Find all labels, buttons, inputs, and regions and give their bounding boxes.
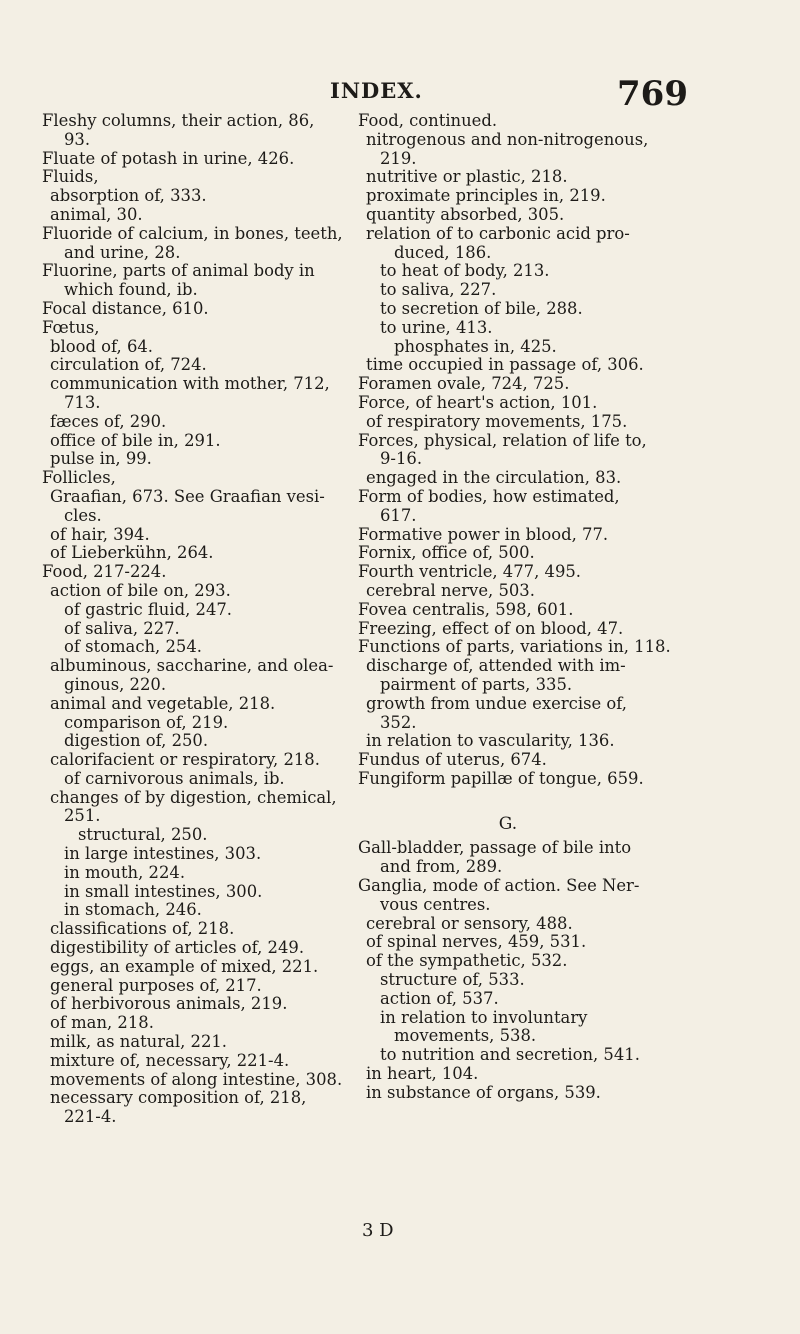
index-entry: growth from undue exercise of, bbox=[366, 693, 627, 713]
index-entry: action of bile on, 293. bbox=[50, 580, 231, 600]
signature-mark: 3 D bbox=[362, 1220, 394, 1241]
index-entry: in large intestines, 303. bbox=[64, 844, 262, 864]
index-entry: of saliva, 227. bbox=[64, 618, 180, 638]
index-entry: ginous, 220. bbox=[64, 674, 167, 694]
index-entry: 221-4. bbox=[64, 1107, 117, 1127]
page-number: 769 bbox=[617, 74, 688, 114]
index-entry: office of bile in, 291. bbox=[50, 430, 221, 450]
index-entry: Fœtus, bbox=[42, 317, 100, 337]
index-entry: general purposes of, 217. bbox=[50, 975, 262, 995]
index-entry: animal and vegetable, 218. bbox=[50, 693, 276, 713]
index-entry: Fluorine, parts of animal body in bbox=[42, 261, 315, 281]
running-title: INDEX. bbox=[330, 78, 423, 103]
index-column-left bbox=[42, 111, 343, 1127]
index-entry: in stomach, 246. bbox=[64, 900, 202, 920]
index-entry: in relation to involuntary bbox=[380, 1007, 588, 1027]
index-entry: 219. bbox=[380, 148, 417, 168]
index-entry: in relation to vascularity, 136. bbox=[366, 731, 615, 751]
index-entry: of spinal nerves, 459, 531. bbox=[366, 932, 587, 952]
index-entry: of the sympathetic, 532. bbox=[366, 951, 568, 971]
index-entry: of Lieberkühn, 264. bbox=[50, 543, 214, 563]
index-entry: Forces, physical, relation of life to, bbox=[358, 430, 647, 450]
index-entry: cerebral or sensory, 488. bbox=[366, 913, 573, 933]
index-entry: of carnivorous animals, ib. bbox=[64, 768, 285, 788]
index-entry: Food, continued. bbox=[358, 111, 498, 130]
index-entry: eggs, an example of mixed, 221. bbox=[50, 956, 319, 976]
index-entry: calorifacient or respiratory, 218. bbox=[50, 750, 320, 770]
index-entry: action of, 537. bbox=[380, 988, 499, 1008]
index-entry: pairment of parts, 335. bbox=[380, 674, 573, 694]
index-entry: Food, 217-224. bbox=[42, 562, 167, 582]
index-entry: phosphates in, 425. bbox=[394, 336, 557, 356]
index-entry: movements of along intestine, 308. bbox=[50, 1069, 343, 1089]
index-entry: milk, as natural, 221. bbox=[50, 1032, 228, 1052]
index-entry: Fluids, bbox=[42, 167, 99, 187]
index-entry: in substance of organs, 539. bbox=[366, 1082, 601, 1102]
index-entry: pulse in, 99. bbox=[50, 449, 152, 469]
index-entry: nutritive or plastic, 218. bbox=[366, 167, 568, 187]
index-entry: animal, 30. bbox=[50, 204, 143, 224]
index-entry: Formative power in blood, 77. bbox=[358, 524, 609, 544]
index-entry: engaged in the circulation, 83. bbox=[366, 468, 622, 488]
index-entry: in mouth, 224. bbox=[64, 862, 186, 882]
index-entry: to secretion of bile, 288. bbox=[380, 298, 583, 318]
index-entry: of man, 218. bbox=[50, 1013, 154, 1033]
index-entry: Freezing, effect of on blood, 47. bbox=[358, 618, 624, 638]
index-entry: discharge of, attended with im- bbox=[366, 656, 626, 676]
index-entry: 617. bbox=[380, 505, 417, 525]
index-entry: Fornix, office of, 500. bbox=[358, 543, 535, 563]
index-entry: classifications of, 218. bbox=[50, 919, 235, 939]
section-letter: G. bbox=[498, 813, 518, 834]
index-entry: albuminous, saccharine, and olea- bbox=[50, 656, 334, 676]
index-entry: structure of, 533. bbox=[380, 970, 525, 990]
index-entry: which found, ib. bbox=[64, 280, 198, 300]
index-entry: quantity absorbed, 305. bbox=[366, 204, 565, 224]
index-entry: vous centres. bbox=[380, 894, 491, 914]
index-entry: proximate principles in, 219. bbox=[366, 186, 606, 206]
index-entry: cles. bbox=[64, 505, 102, 525]
index-entry: Foramen ovale, 724, 725. bbox=[358, 374, 570, 394]
index-entry: comparison of, 219. bbox=[64, 712, 229, 732]
index-entry: circulation of, 724. bbox=[50, 355, 207, 375]
index-entry: 9-16. bbox=[380, 449, 423, 469]
index-entry: of gastric fluid, 247. bbox=[64, 599, 233, 619]
index-column-right bbox=[358, 111, 671, 1103]
index-entry: cerebral nerve, 503. bbox=[366, 580, 535, 600]
index-entry: Fluoride of calcium, in bones, teeth, bbox=[42, 223, 343, 243]
index-entry: 713. bbox=[64, 392, 101, 412]
index-entry: Graafian, 673. See Graafian vesi- bbox=[50, 486, 325, 506]
index-entry: changes of by digestion, chemical, bbox=[50, 787, 337, 807]
index-entry: blood of, 64. bbox=[50, 336, 154, 356]
index-entry: Focal distance, 610. bbox=[42, 298, 209, 318]
index-entry: Ganglia, mode of action. See Ner- bbox=[358, 876, 640, 896]
index-entry: 251. bbox=[64, 806, 101, 826]
index-entry: in heart, 104. bbox=[366, 1064, 479, 1084]
index-entry: 352. bbox=[380, 712, 417, 732]
index-entry: to saliva, 227. bbox=[380, 280, 497, 300]
index-entry: 93. bbox=[64, 129, 91, 149]
index-entry: Force, of heart's action, 101. bbox=[358, 392, 598, 412]
index-entry: in small intestines, 300. bbox=[64, 881, 263, 901]
index-entry: duced, 186. bbox=[394, 242, 492, 262]
index-entry: time occupied in passage of, 306. bbox=[366, 355, 644, 375]
index-entry: digestion of, 250. bbox=[64, 731, 209, 751]
index-entry: absorption of, 333. bbox=[50, 186, 207, 206]
index-entry: of herbivorous animals, 219. bbox=[50, 994, 288, 1014]
index-entry: Fourth ventricle, 477, 495. bbox=[358, 562, 582, 582]
index-entry: to heat of body, 213. bbox=[380, 261, 550, 281]
index-entry: nitrogenous and non-nitrogenous, bbox=[366, 129, 649, 149]
index-entry: Fundus of uterus, 674. bbox=[358, 750, 547, 770]
index-entry: fæces of, 290. bbox=[50, 411, 167, 431]
index-entry: movements, 538. bbox=[394, 1026, 537, 1046]
index-entry: communication with mother, 712, bbox=[50, 374, 330, 394]
index-entry: of hair, 394. bbox=[50, 524, 150, 544]
index-entry: Functions of parts, variations in, 118. bbox=[358, 637, 671, 657]
index-entry: Form of bodies, how estimated, bbox=[358, 486, 620, 506]
index-entry: Fluate of potash in urine, 426. bbox=[42, 148, 295, 168]
index-entry: of respiratory movements, 175. bbox=[366, 411, 628, 431]
index-entry: to nutrition and secretion, 541. bbox=[380, 1045, 640, 1065]
index-entry: and from, 289. bbox=[380, 857, 503, 877]
index-entry: Fleshy columns, their action, 86, bbox=[42, 111, 315, 130]
index-entry: Fovea centralis, 598, 601. bbox=[358, 599, 574, 619]
index-entry: to urine, 413. bbox=[380, 317, 493, 337]
index-entry: structural, 250. bbox=[78, 825, 208, 845]
index-entry: Fungiform papillæ of tongue, 659. bbox=[358, 768, 644, 788]
index-entry: Follicles, bbox=[42, 468, 116, 488]
index-entry: Gall-bladder, passage of bile into bbox=[358, 838, 632, 858]
index-entry: of stomach, 254. bbox=[64, 637, 202, 657]
index-entry: digestibility of articles of, 249. bbox=[50, 938, 305, 958]
index-entry: relation of to carbonic acid pro- bbox=[366, 223, 630, 243]
index-entry: and urine, 28. bbox=[64, 242, 181, 262]
index-entry: necessary composition of, 218, bbox=[50, 1088, 307, 1108]
index-entry: mixture of, necessary, 221-4. bbox=[50, 1050, 290, 1070]
